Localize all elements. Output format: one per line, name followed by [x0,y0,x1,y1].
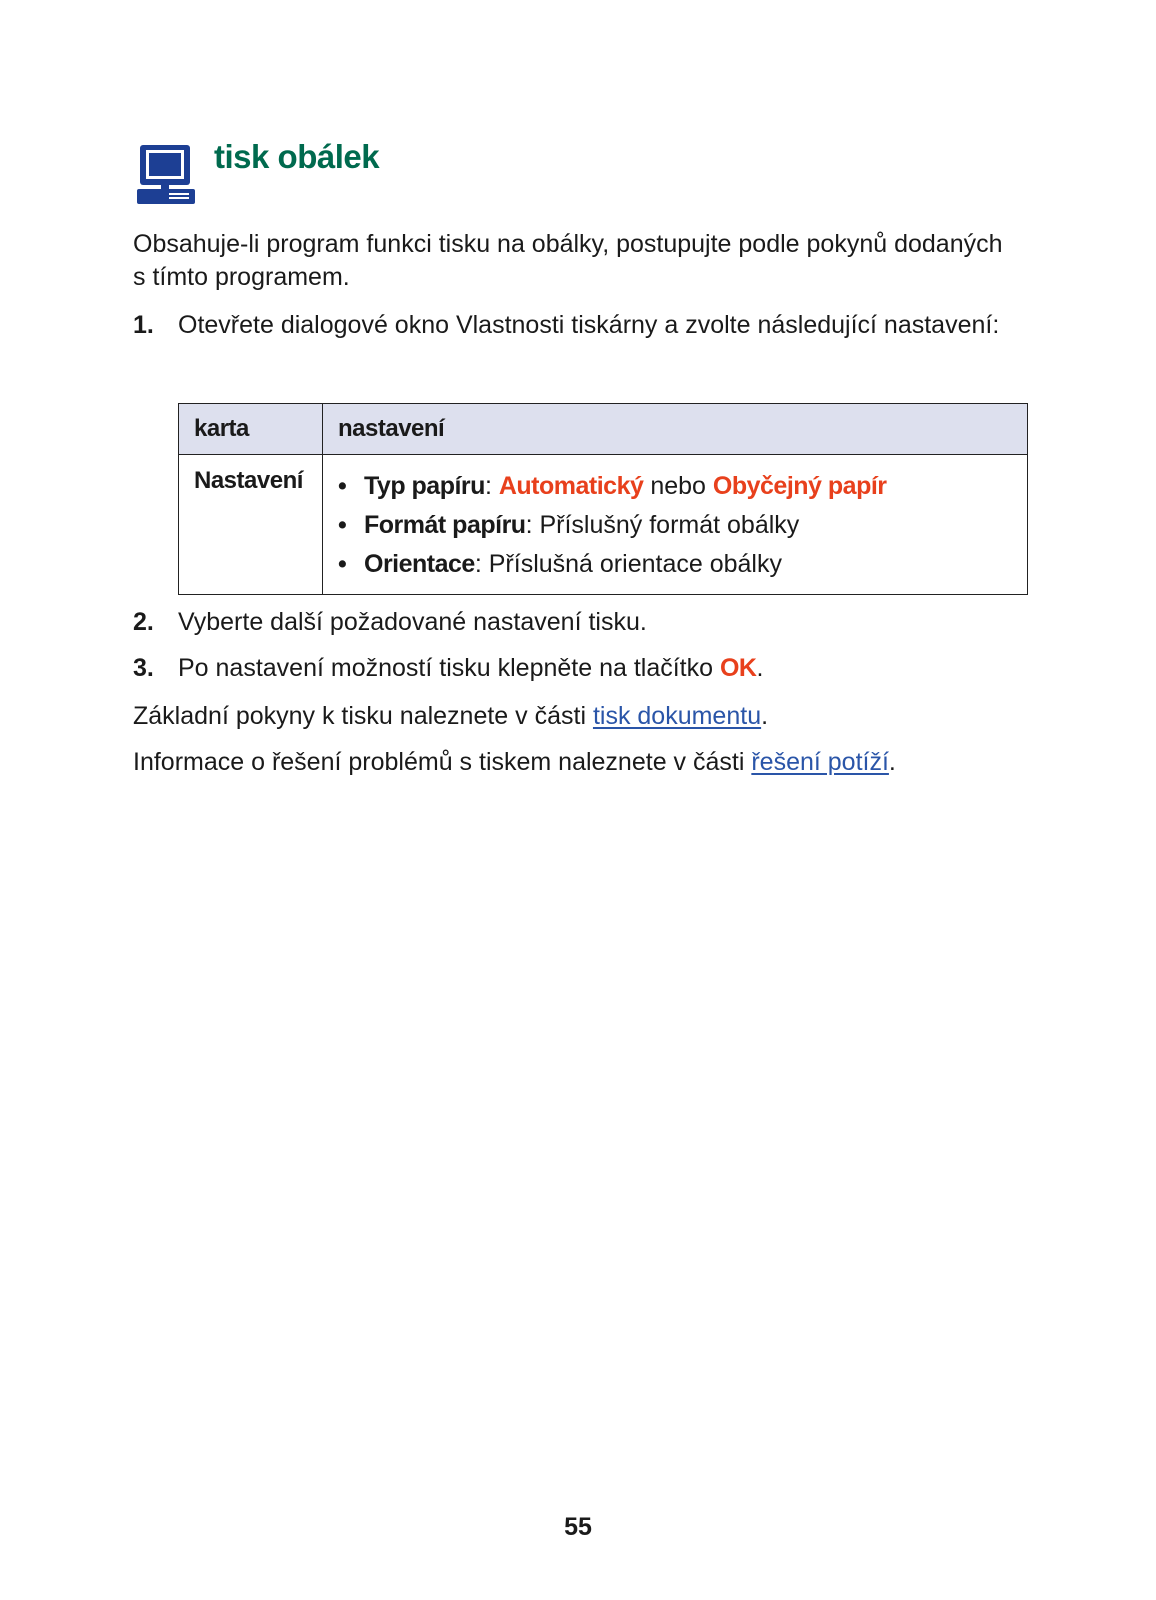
list-item [338,506,1012,545]
trouble-text: Informace o řešení problémů s tiskem naleznete v části [133,748,752,776]
tab-name-cell: Nastavení [179,455,323,595]
step-number: 3. [133,654,154,682]
separator: : [474,550,489,578]
troubleshooting-link[interactable]: řešení potíží [751,748,889,776]
step-number: 1. [133,311,154,339]
page-title: tisk obálek [214,138,380,175]
list-item [338,545,1012,584]
setting-value: Příslušná orientace obálky [488,550,782,578]
setting-option-automatic: Automatický [498,472,644,500]
separator: : [525,511,540,539]
table-row [179,455,1028,595]
column-header-tab: karta [179,404,323,455]
step-2 [133,606,1013,639]
step-number: 2. [133,608,154,636]
setting-value: Příslušný formát obálky [539,511,800,539]
settings-table [178,403,1028,595]
step-3 [133,652,1013,685]
basic-instructions [133,700,1013,733]
intro-paragraph: Obsahuje-li program funkci tisku na obálky, postupujte podle pokynů dodaných s tímto programem. [133,230,1003,291]
column-header-setting: nastavení [323,404,1028,455]
step-text: Otevřete dialogové okno Vlastnosti tiskárny a zvolte následující nastavení: [178,311,1000,339]
bullet: • [338,472,347,500]
settings-cell [323,455,1028,595]
ok-button-label: OK [719,654,757,682]
sentence-end: . [756,654,764,682]
print-document-link[interactable]: tisk dokumentu [592,702,762,730]
troubleshooting-info [133,746,1013,779]
list-item [338,467,1012,506]
bullet: • [338,511,347,539]
settings-list [338,467,1012,584]
step-text-wrapper [178,652,1013,685]
setting-label: Orientace [364,550,475,578]
table-header-row [179,404,1028,455]
page-number: 55 [564,1513,592,1541]
step-text: Vyberte další požadované nastavení tisku. [178,608,647,636]
sentence-end: . [888,748,896,776]
setting-label: Typ papíru [364,472,485,500]
computer-icon [137,145,197,205]
basic-text: Základní pokyny k tisku naleznete v části [133,702,593,730]
separator: : [484,472,499,500]
step-1 [133,309,1013,342]
sentence-end: . [761,702,769,730]
step-text: Po nastavení možností tisku klepněte na tlačítko [178,654,720,682]
option-joiner: nebo [643,472,713,500]
setting-option-plain-paper: Obyčejný papír [712,472,887,500]
bullet: • [338,550,347,578]
setting-label: Formát papíru [364,511,526,539]
